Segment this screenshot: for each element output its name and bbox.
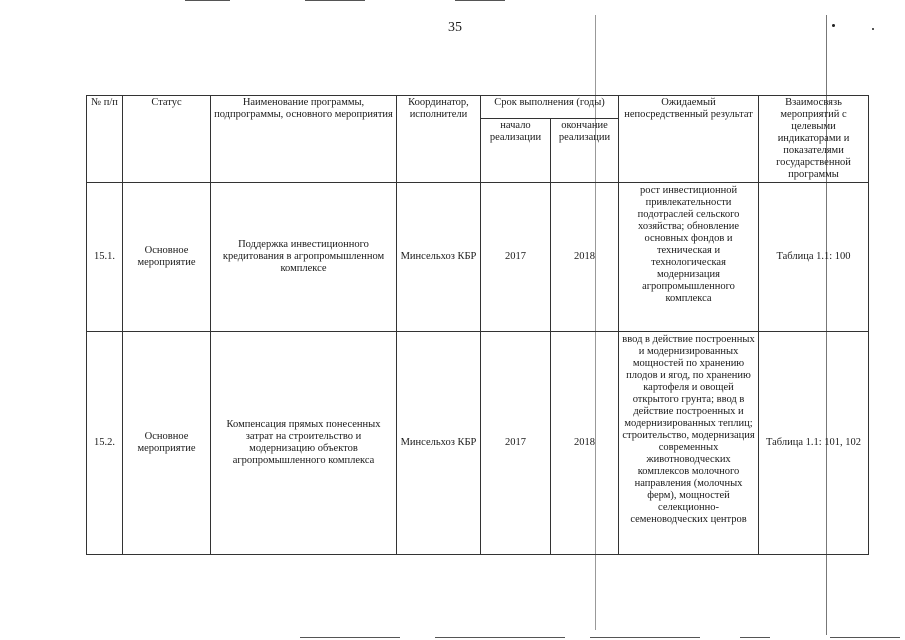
cell-result: ввод в действие построенных и модернизированных мощностей по хранению плодов и ягод, по хранению картофеля и овощей открытого грунта; ввод в действие построенных и модернизированных теплиц; строительство, модернизация современных животноводческих комплексов молочного направления (молочных ферм), мощностей селекционно-семеноводческих центров xyxy=(619,332,759,555)
cell-coordinator: Минсельхоз КБР xyxy=(397,183,481,332)
header-coordinator: Координатор, исполнители xyxy=(397,96,481,183)
scan-artifact-top-1 xyxy=(185,0,230,1)
cell-link: Таблица 1.1: 100 xyxy=(759,183,869,332)
scan-artifact-bottom-2 xyxy=(435,637,565,638)
cell-end: 2018 xyxy=(551,332,619,555)
scan-artifact-bottom-1 xyxy=(300,637,400,638)
cell-num: 15.1. xyxy=(87,183,123,332)
cell-num: 15.2. xyxy=(87,332,123,555)
cell-link: Таблица 1.1: 101, 102 xyxy=(759,332,869,555)
header-result: Ожидаемый непосредственный результат xyxy=(619,96,759,183)
page-number: 35 xyxy=(448,20,462,35)
cell-name: Компенсация прямых понесенных затрат на строительство и модернизацию объектов агропромышленного комплекса xyxy=(211,332,397,555)
header-num: № п/п xyxy=(87,96,123,183)
scan-artifact-dot-1 xyxy=(832,24,835,27)
scan-artifact-dot-2 xyxy=(872,28,874,30)
scan-artifact-bottom-3 xyxy=(590,637,700,638)
header-period: Срок выполнения (годы) xyxy=(481,96,619,119)
table-row xyxy=(87,332,869,555)
activities-table xyxy=(86,95,869,555)
cell-start: 2017 xyxy=(481,183,551,332)
table-row xyxy=(87,183,869,332)
cell-status: Основное мероприятие xyxy=(123,332,211,555)
cell-start: 2017 xyxy=(481,332,551,555)
scan-artifact-bottom-5 xyxy=(830,637,900,638)
scan-artifact-top-3 xyxy=(455,0,505,1)
cell-name: Поддержка инвестиционного кредитования в агропромышленном комплексе xyxy=(211,183,397,332)
scan-artifact-top-2 xyxy=(305,0,365,1)
header-status: Статус xyxy=(123,96,211,183)
scan-artifact-bottom-4 xyxy=(740,637,770,638)
cell-coordinator: Минсельхоз КБР xyxy=(397,332,481,555)
cell-result: рост инвестиционной привлекательности подотраслей сельского хозяйства; обновление основных фондов и техническая и технологическая модернизация агропромышленного комплекса xyxy=(619,183,759,332)
header-link: Взаимосвязь мероприятий с целевыми индикаторами и показателями государственной программы xyxy=(759,96,869,183)
cell-status: Основное мероприятие xyxy=(123,183,211,332)
header-start: начало реализации xyxy=(481,118,551,182)
header-name: Наименование программы, подпрограммы, основного мероприятия xyxy=(211,96,397,183)
cell-end: 2018 xyxy=(551,183,619,332)
header-end: окончание реализации xyxy=(551,118,619,182)
